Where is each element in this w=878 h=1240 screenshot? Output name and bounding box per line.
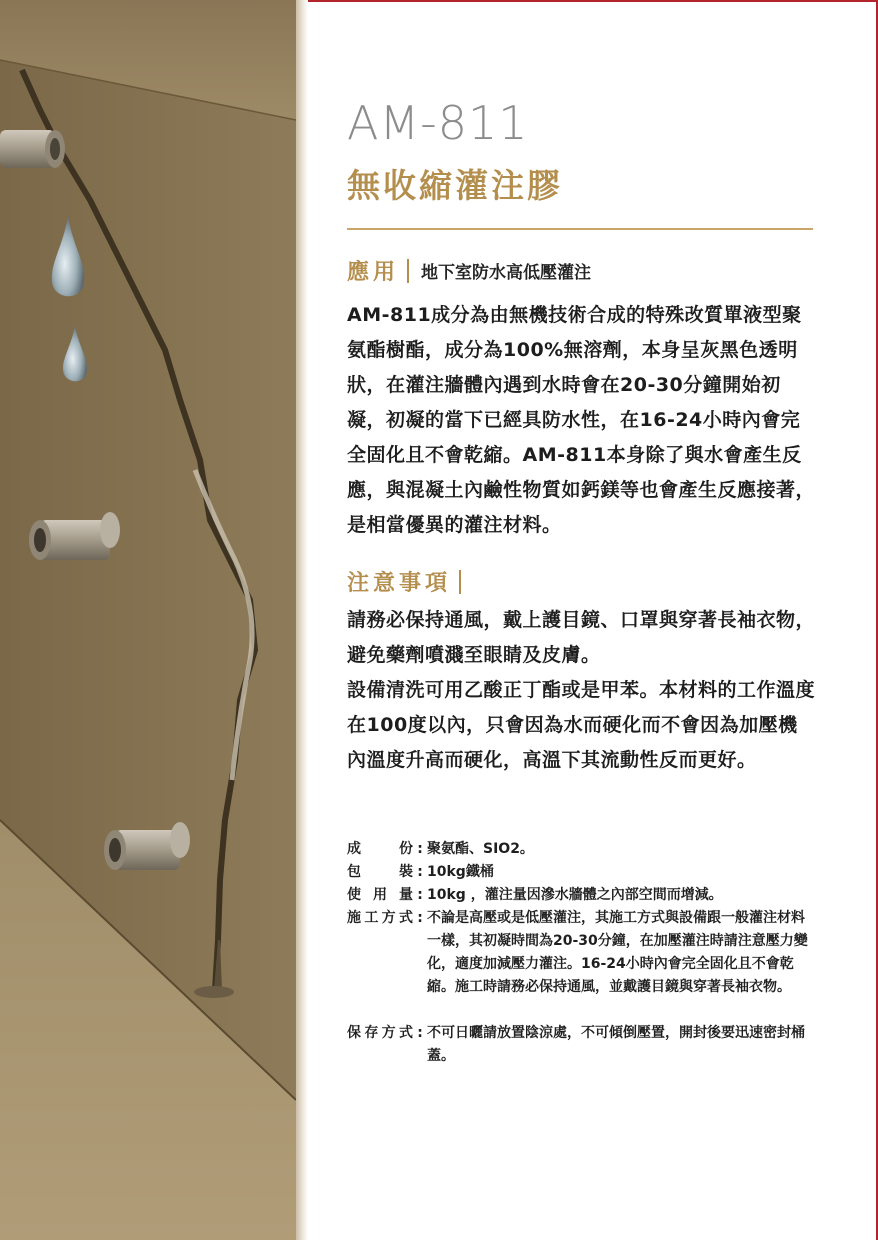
title-divider [347, 228, 813, 230]
spec-row: 成份 : 聚氨酯、SIO2。 [347, 838, 817, 861]
notes-title: 注意事項 [347, 571, 452, 596]
section-separator [459, 570, 461, 594]
spec-row: 保存方式 : 不可日曬請放置陰涼處，不可傾倒壓置，開封後要迅速密封桶蓋。 [347, 1022, 817, 1068]
spec-value: 不可日曬請放置陰涼處，不可傾倒壓置，開封後要迅速密封桶蓋。 [427, 1025, 805, 1064]
spec-value: 聚氨酯、SIO2。 [427, 841, 534, 857]
product-code: AM-811 [347, 96, 529, 150]
spec-value: 10kg ，灌注量因滲水牆體之內部空間而增減。 [427, 887, 723, 903]
application-description: AM-811成分為由無機技術合成的特殊改質單液型聚氨酯樹酯，成分為100%無溶劑，本身呈灰黑色透明狀，在灌注牆體內遇到水時會在20-30分鐘開始初凝，初凝的當下已經具防水性，在16-24小時內會完全固化且不會乾縮。AM-811本身除了與水會產生反應，與混凝土內鹼性物質如鈣鎂等也會產生反應接著，是相當優異的灌注材料。 [347, 304, 816, 536]
spec-label: 成份 [347, 841, 413, 857]
injection-port-icon [0, 130, 65, 168]
notes-paragraph-2: 設備清洗可用乙酸正丁酯或是甲苯。本材料的工作溫度在100度以內，只會因為水而硬化而不會因為加壓機內溫度升高而硬化，高溫下其流動性反而更好。 [347, 679, 816, 771]
application-header [347, 255, 591, 286]
concrete-wall-image [0, 0, 296, 1240]
spec-row: 包裝 : 10kg鐵桶 [347, 861, 817, 884]
notes-paragraph-1: 請務必保持通風，戴上護目鏡、口罩與穿著長袖衣物，避免藥劑噴濺至眼睛及皮膚。 [347, 609, 816, 666]
divider-strip [296, 0, 308, 1240]
application-subtitle: 地下室防水高低壓灌注 [421, 263, 592, 283]
spec-label: 施工方式 [347, 910, 413, 926]
product-name: 無收縮灌注膠 [347, 166, 563, 205]
spec-label: 包裝 [347, 864, 413, 880]
spec-value: 10kg鐵桶 [427, 864, 494, 880]
spec-row: 施工方式 : 不論是高壓或是低壓灌注，其施工方式與設備跟一般灌注材料一樣，其初凝時間為20-30分鐘，在加壓灌注時請注意壓力變化，適度加減壓力灌注。16-24小時內會完全固化且不會乾縮。施工時請務必保持通風，並戴護目鏡與穿著長袖衣物。 [347, 907, 817, 999]
concrete-crack-illustration [0, 0, 296, 1240]
notes-header [347, 566, 473, 597]
application-title: 應用 [347, 260, 400, 285]
spec-label: 使用量 [347, 887, 413, 903]
spec-table [347, 838, 817, 1068]
section-separator [407, 259, 409, 283]
spec-value: 不論是高壓或是低壓灌注，其施工方式與設備跟一般灌注材料一樣，其初凝時間為20-30分鐘，在加壓灌注時請注意壓力變化，適度加減壓力灌注。16-24小時內會完全固化且不會乾縮。施工時請務必保持通風，並戴護目鏡與穿著長袖衣物。 [427, 910, 808, 995]
spec-row: 使用量 : 10kg ，灌注量因滲水牆體之內部空間而增減。 [347, 884, 817, 907]
spec-label: 保存方式 [347, 1025, 413, 1041]
